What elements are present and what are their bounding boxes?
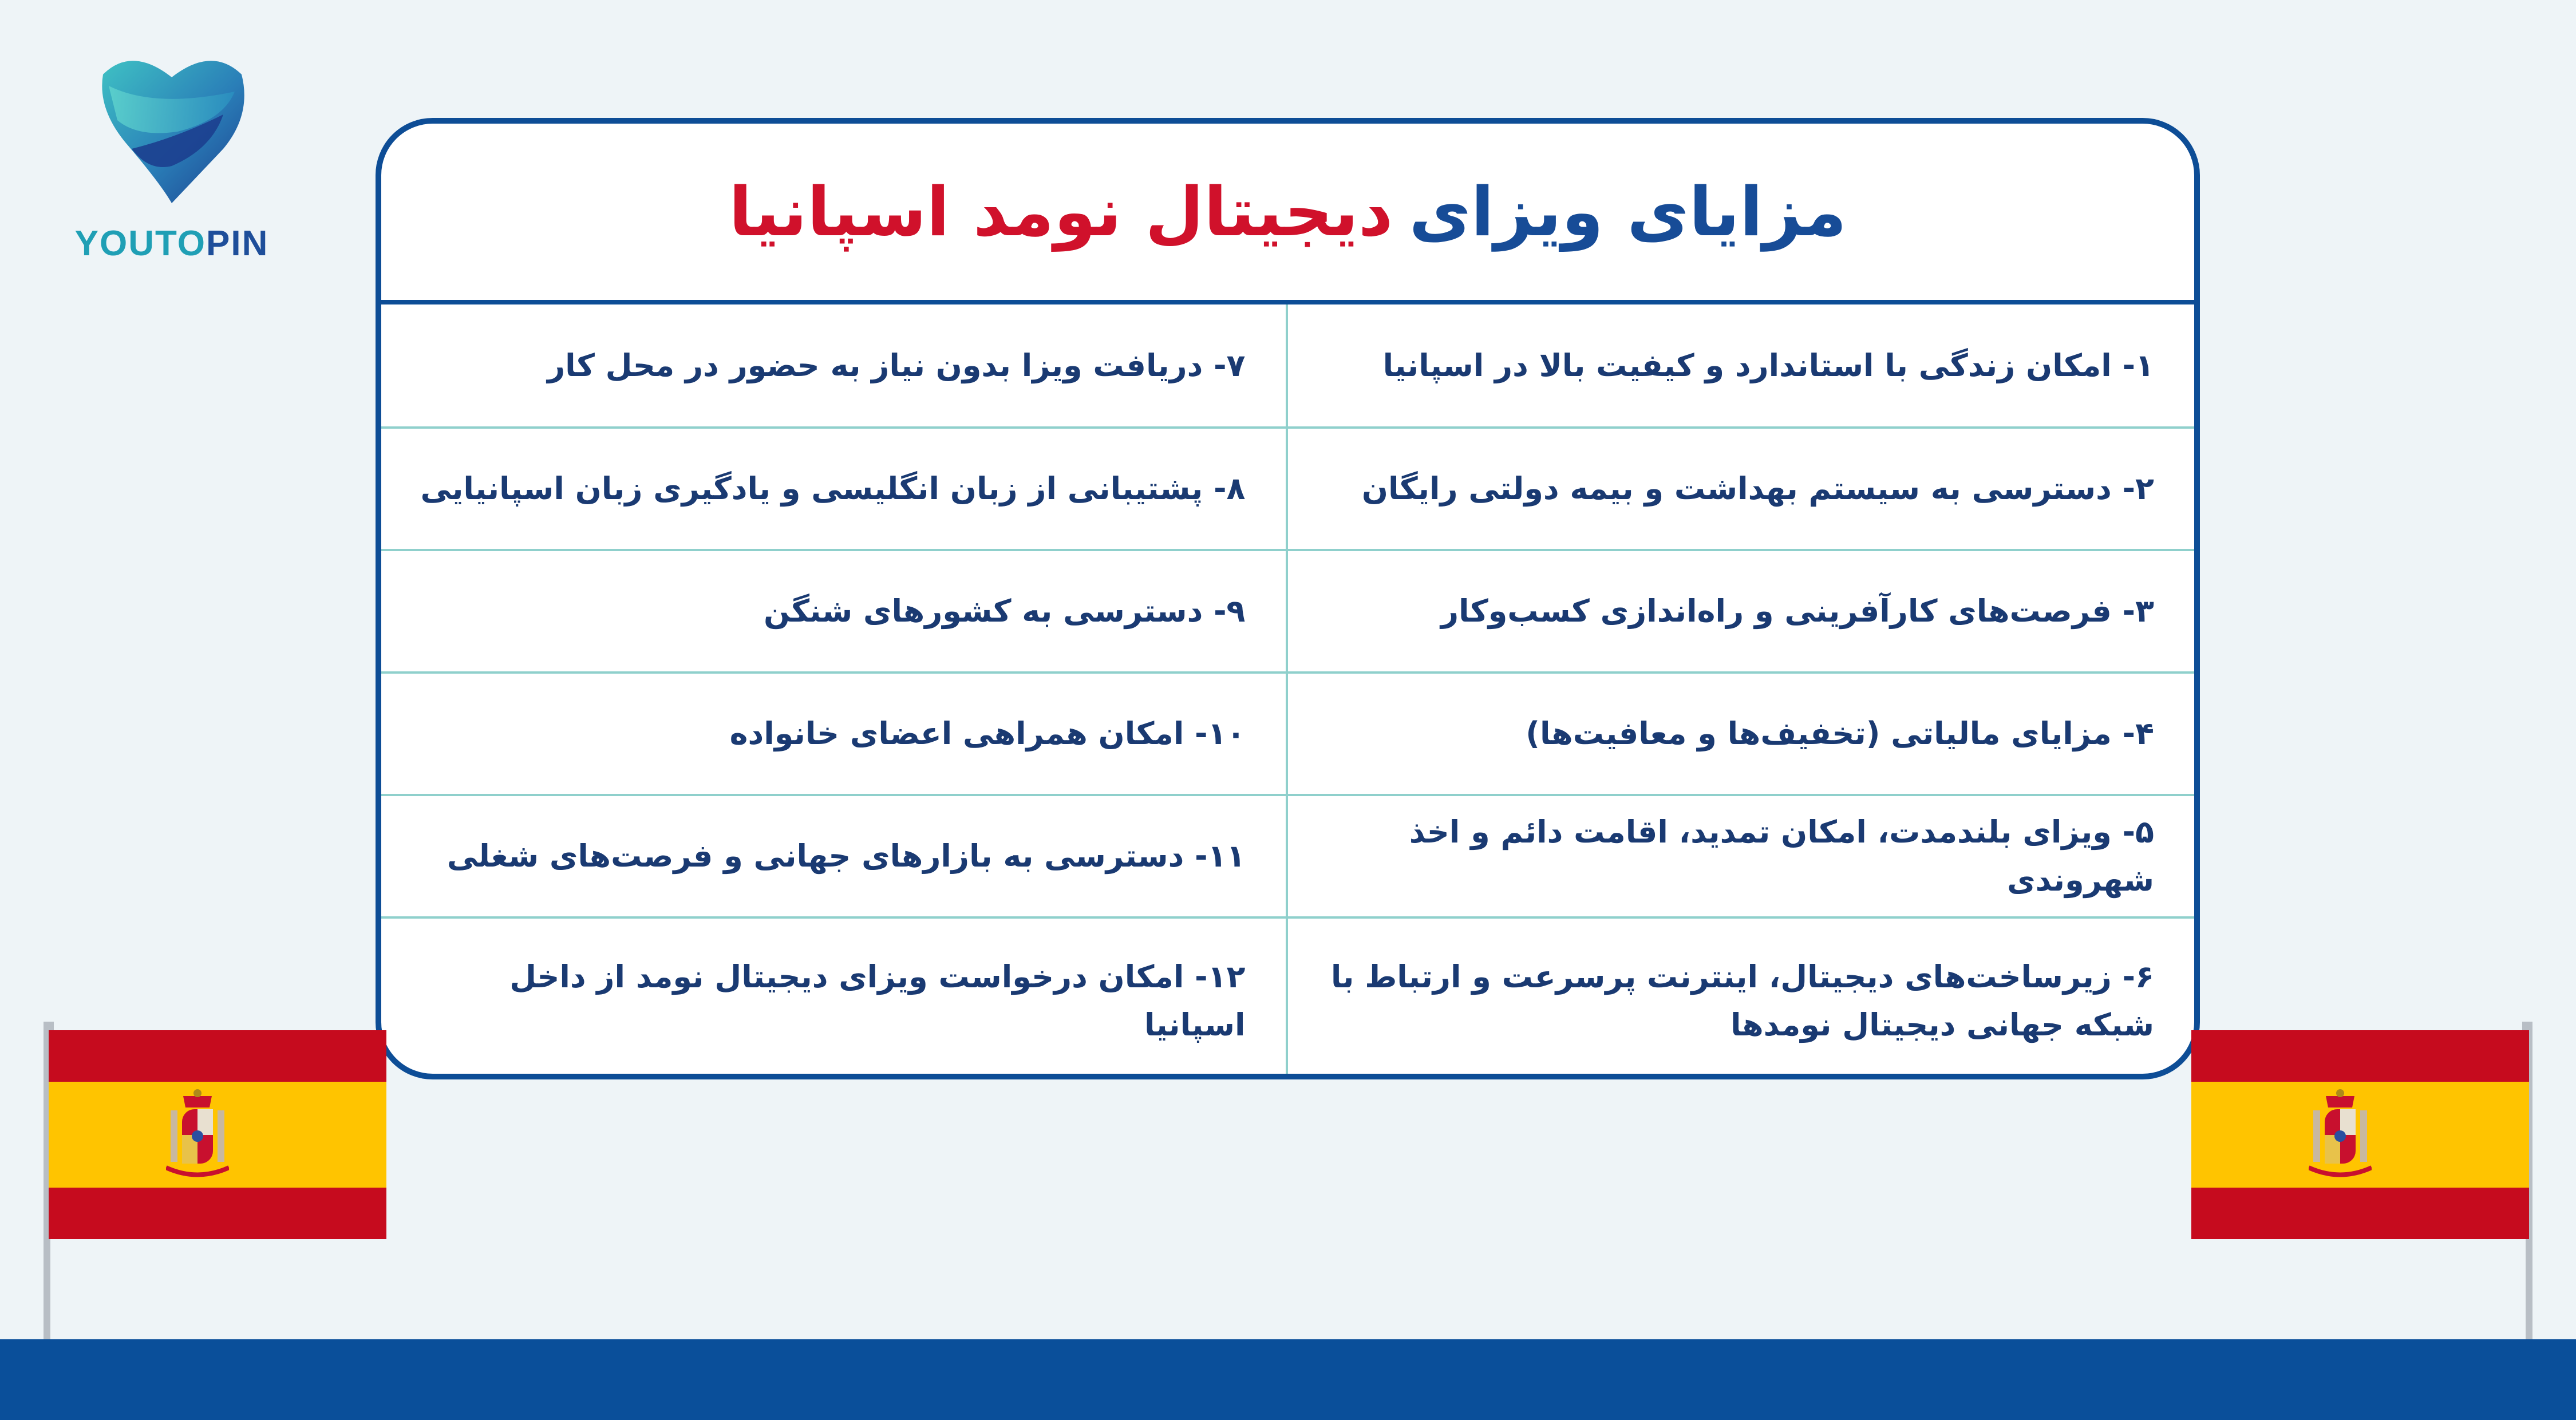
footer-band bbox=[0, 1339, 2576, 1420]
benefits-table bbox=[381, 304, 2194, 1079]
title-part-red: دیجیتال نومد اسپانیا bbox=[729, 172, 1393, 251]
coat-of-arms-icon bbox=[166, 1087, 229, 1182]
benefit-item-12: ۱۲- امکان درخواست ویزای دیجیتال نومد از داخل اسپانیا bbox=[381, 919, 1288, 1079]
spain-flag-icon bbox=[2191, 1030, 2529, 1239]
benefit-item-2: ۲- دسترسی به سیستم بهداشت و بیمه دولتی رایگان bbox=[1288, 429, 2195, 551]
benefit-item-5: ۵- ویزای بلندمدت، امکان تمدید، اقامت دائم و اخذ شهروندی bbox=[1288, 796, 2195, 919]
benefit-item-9: ۹- دسترسی به کشورهای شنگن bbox=[381, 551, 1288, 674]
title-part-blue: مزایای ویزای bbox=[1409, 172, 1847, 251]
benefits-card bbox=[376, 118, 2200, 1079]
benefit-item-1: ۱- امکان زندگی با استاندارد و کیفیت بالا در اسپانیا bbox=[1288, 304, 2195, 429]
page-title bbox=[381, 124, 2194, 304]
benefit-item-10: ۱۰- امکان همراهی اعضای خانواده bbox=[381, 674, 1288, 796]
tooth-heart-icon bbox=[92, 52, 252, 206]
brand-wordmark-accent: PIN bbox=[206, 224, 269, 263]
benefit-item-8: ۸- پشتیبانی از زبان انگلیسی و یادگیری زبان اسپانیایی bbox=[381, 429, 1288, 551]
benefit-item-11: ۱۱- دسترسی به بازارهای جهانی و فرصت‌های شغلی bbox=[381, 796, 1288, 919]
coat-of-arms-icon bbox=[2309, 1087, 2372, 1182]
spain-flag-icon bbox=[49, 1030, 386, 1239]
brand-wordmark bbox=[69, 223, 275, 264]
brand-wordmark-main: YOUTO bbox=[74, 224, 206, 263]
brand-logo bbox=[69, 52, 275, 269]
benefit-item-7: ۷- دریافت ویزا بدون نیاز به حضور در محل کار bbox=[381, 304, 1288, 429]
benefit-item-4: ۴- مزایای مالیاتی (تخفیف‌ها و معافیت‌ها) bbox=[1288, 674, 2195, 796]
benefit-item-6: ۶- زیرساخت‌های دیجیتال، اینترنت پرسرعت و ارتباط با شبکه جهانی دیجیتال نومدها bbox=[1330, 959, 2154, 1043]
benefit-item-3: ۳- فرصت‌های کارآفرینی و راه‌اندازی کسب‌وکار bbox=[1288, 551, 2195, 674]
